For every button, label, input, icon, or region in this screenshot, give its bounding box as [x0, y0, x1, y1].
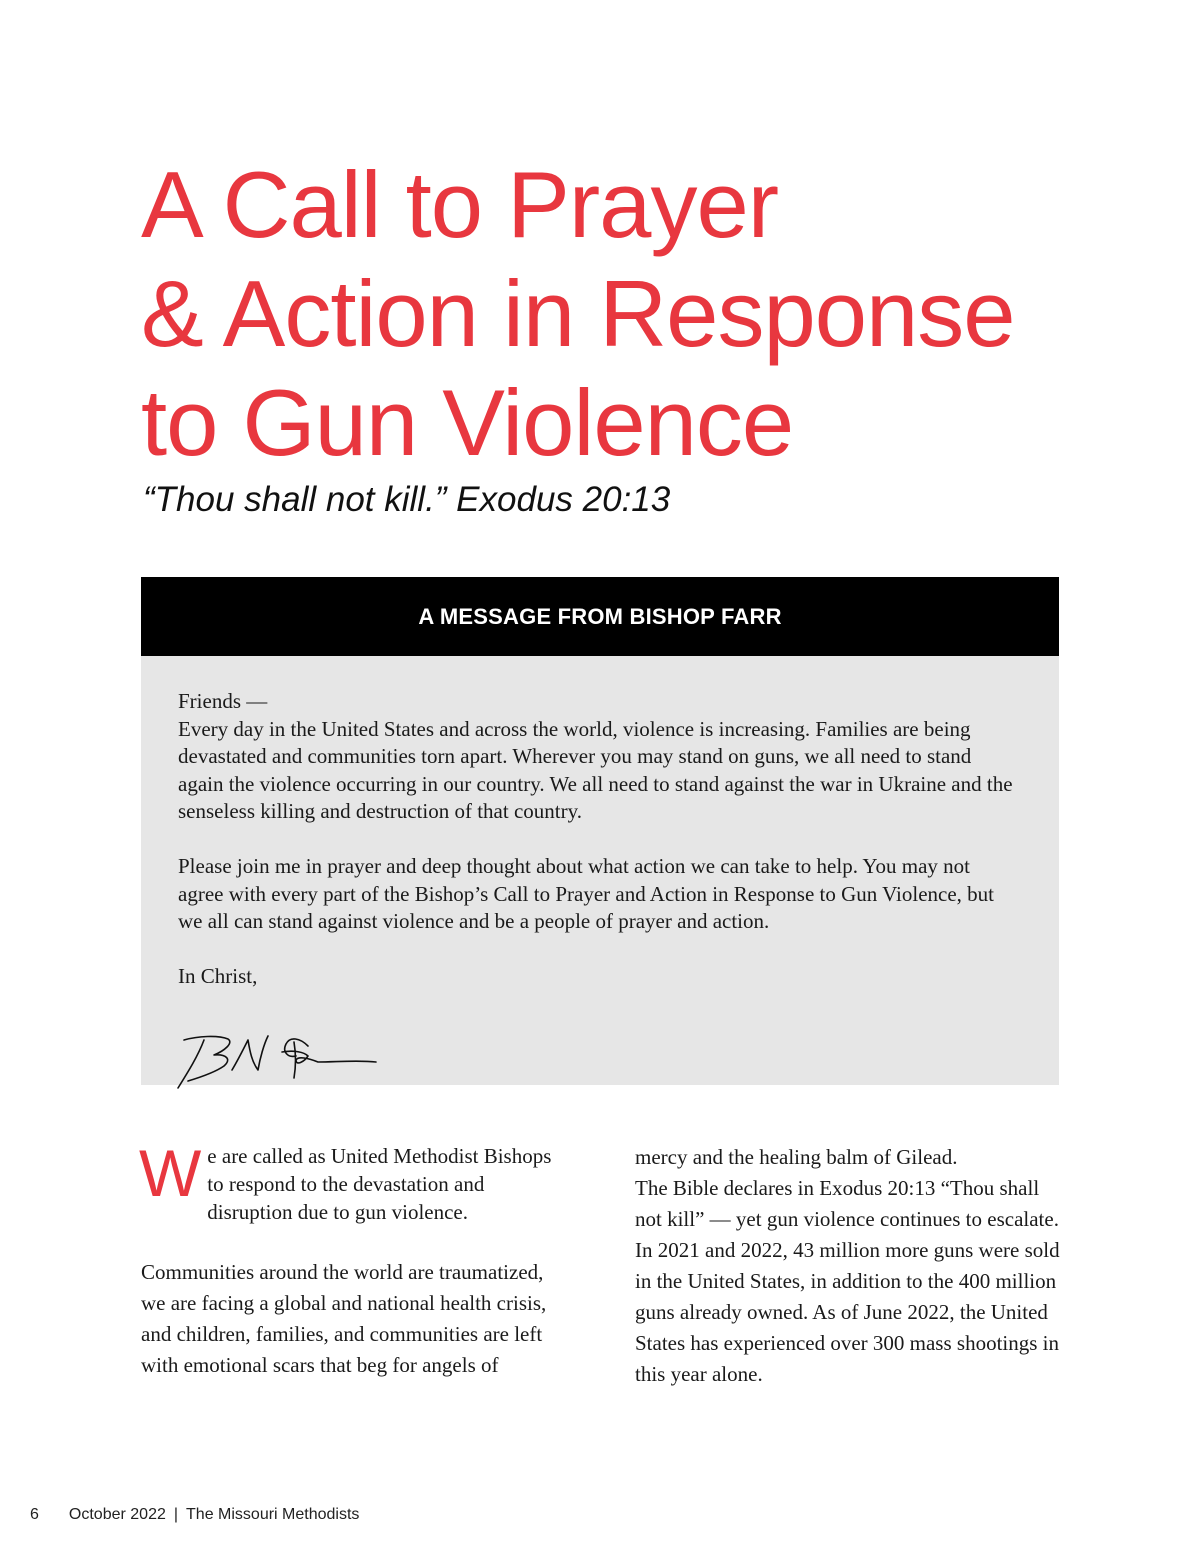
signature-icon: [158, 1018, 398, 1093]
message-paragraph-2: Please join me in prayer and deep thought about what action we can take to help. You may not agree with every part of the Bishop’s Call to Prayer and Action in Response to Gun Violence, but we all can stand against violence and be a people of prayer and action.: [178, 854, 995, 933]
lead-paragraph: [139, 1136, 566, 1226]
epigraph-quote: “Thou shall not kill.” Exodus 20:13: [143, 480, 671, 519]
drop-cap: W: [139, 1136, 202, 1210]
message-paragraph-1: Every day in the United States and across the world, violence is increasing. Families are being devastated and communities torn apart. Wherever you may stand on guns, we all need to stand again the violence occurring in our country. We all need to stand against the war in Ukraine and the senseless killing and destruction of that country.: [178, 716, 1013, 823]
page-footer: [30, 1506, 359, 1524]
body-paragraph-3: The Bible declares in Exodus 20:13 “Thou shall not kill” — yet gun violence continues to escalate. In 2021 and 2022, 43 million more guns were sold in the United States, in addition to the 400 million guns already owned. As of June 2022, the United States has experienced over 300 mass shootings in this year alone.: [635, 1176, 1060, 1386]
page-number: 6: [30, 1506, 39, 1523]
title-line-3: to Gun Violence: [141, 370, 794, 475]
body-paragraph-continued: mercy and the healing balm of Gilead.: [635, 1145, 958, 1169]
message-greeting: Friends —: [178, 689, 268, 713]
title-line-1: A Call to Prayer: [141, 152, 779, 257]
lead-paragraph-text: e are called as United Methodist Bishops to respond to the devastation and disruption due to gun violence.: [207, 1144, 552, 1224]
bishop-message-box: [141, 656, 1059, 1085]
message-header: [141, 577, 1059, 656]
message-header-label: A MESSAGE FROM BISHOP FARR: [418, 603, 782, 629]
body-column-right: [635, 1142, 1065, 1390]
footer-publication: The Missouri Methodists: [186, 1506, 360, 1523]
footer-date: October 2022: [68, 1506, 166, 1523]
article-title: [141, 150, 1141, 477]
message-closing: In Christ,: [178, 964, 258, 988]
body-paragraph-2: Communities around the world are traumatized, we are facing a global and national health crisis, and children, families, and communities are left with emotional scars that beg for angels of: [141, 1260, 547, 1377]
footer-separator: |: [173, 1506, 179, 1523]
body-column-left: [139, 1136, 566, 1381]
title-line-2: & Action in Response: [141, 261, 1015, 366]
